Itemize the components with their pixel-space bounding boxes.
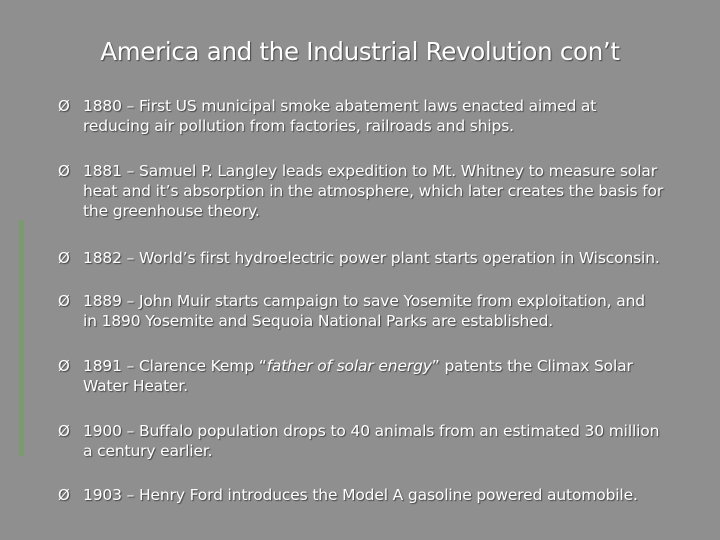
bullet-line: heat and it’s absorption in the atmosphere, which later creates the basis for xyxy=(83,182,664,200)
bullet-line: in 1890 Yosemite and Sequoia National Parks are established. xyxy=(83,312,554,330)
bullet-text xyxy=(83,485,698,505)
bullet-line: the greenhouse theory. xyxy=(83,202,260,220)
arrow-bullet-icon: Ø xyxy=(58,97,70,115)
bullet-line-emphasis: father of solar energy xyxy=(266,357,432,375)
bullet-line: reducing air pollution from factories, railroads and ships. xyxy=(83,117,514,135)
arrow-bullet-icon: Ø xyxy=(58,357,70,375)
bullet-text xyxy=(83,161,698,221)
bullet-line: 1889 – John Muir starts campaign to save Yosemite from exploitation, and xyxy=(83,292,645,310)
bullet-line: 1882 – World’s first hydroelectric power plant starts operation in Wisconsin. xyxy=(83,249,660,267)
bullet-line: Water Heater. xyxy=(83,377,188,395)
bullet-line: 1881 – Samuel P. Langley leads expedition to Mt. Whitney to measure solar xyxy=(83,162,657,180)
arrow-bullet-icon: Ø xyxy=(58,162,70,180)
bullet-item-1891 xyxy=(58,356,698,396)
bullet-item-1880 xyxy=(58,96,698,136)
bullet-item-1889 xyxy=(58,291,698,331)
bullet-text xyxy=(83,291,698,331)
bullet-text xyxy=(83,356,698,396)
slide-title: America and the Industrial Revolution con’t xyxy=(100,37,620,66)
arrow-bullet-icon: Ø xyxy=(58,249,70,267)
arrow-bullet-icon: Ø xyxy=(58,486,70,504)
bullet-item-1900 xyxy=(58,421,698,461)
bullet-item-1882 xyxy=(58,248,698,268)
bullet-line: 1903 – Henry Ford introduces the Model A gasoline powered automobile. xyxy=(83,486,638,504)
bullet-line-suffix: ” patents the Climax Solar xyxy=(431,357,633,375)
bullet-text xyxy=(83,421,698,461)
bullet-line xyxy=(83,356,698,376)
bullet-line: 1880 – First US municipal smoke abatement laws enacted aimed at xyxy=(83,97,597,115)
bullet-item-1903 xyxy=(58,485,698,505)
bullet-text xyxy=(83,248,698,268)
bullet-text xyxy=(83,96,698,136)
bullet-item-1881 xyxy=(58,161,698,221)
arrow-bullet-icon: Ø xyxy=(58,422,70,440)
bullet-line-prefix: 1891 – Clarence Kemp “ xyxy=(83,357,267,375)
arrow-bullet-icon: Ø xyxy=(58,292,70,310)
bullet-line: 1900 – Buffalo population drops to 40 animals from an estimated 30 million xyxy=(83,422,660,440)
bullet-line: a century earlier. xyxy=(83,442,213,460)
